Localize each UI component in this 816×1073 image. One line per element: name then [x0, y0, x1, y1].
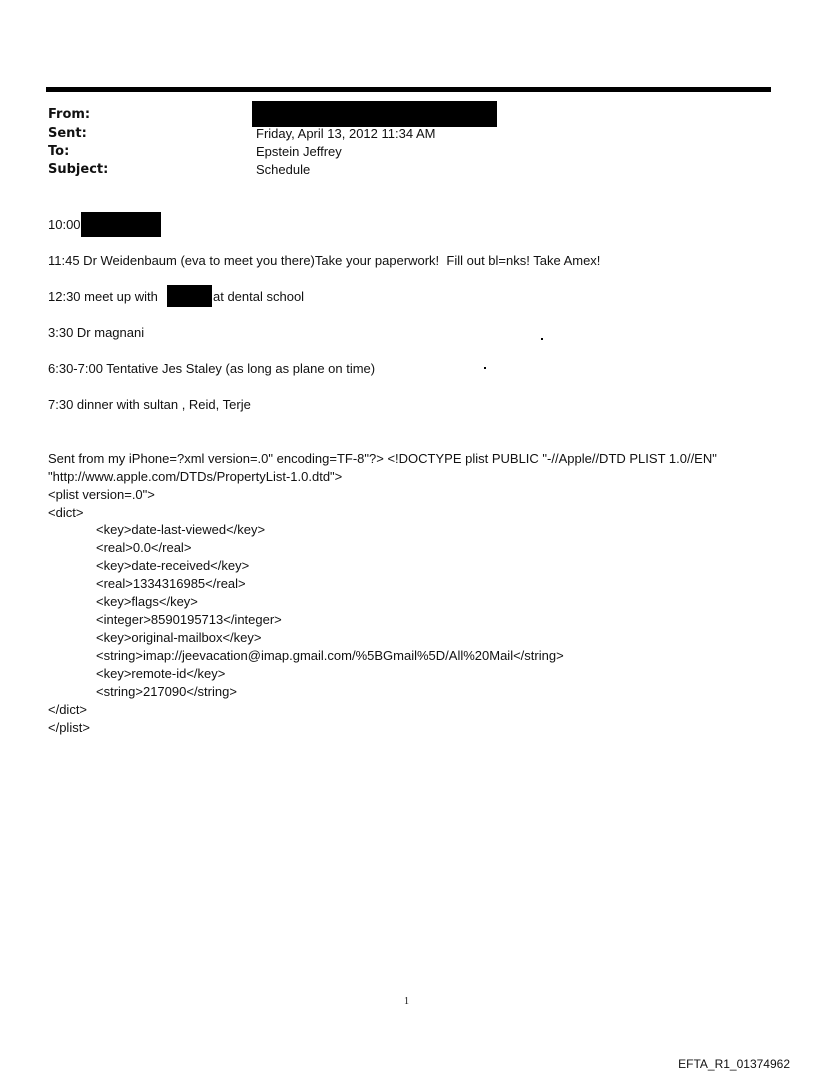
page-number: 1 — [404, 996, 409, 1007]
to-value: Epstein Jeffrey — [256, 144, 342, 159]
plist-line: <dict> — [48, 505, 84, 520]
plist-line: </plist> — [48, 720, 90, 735]
sent-label: Sent: — [48, 126, 87, 141]
plist-line: </dict> — [48, 702, 88, 717]
plist-line: <string>imap://jeevacation@imap.gmail.com/%5BGmail%5D/All%20Mail</string> — [96, 648, 564, 663]
stray-dot — [541, 338, 543, 340]
plist-line: <real>0.0</real> — [96, 540, 192, 555]
redacted-1000 — [81, 212, 161, 237]
to-label: To: — [48, 144, 70, 159]
plist-line: <key>flags</key> — [96, 594, 198, 609]
schedule-line-1230-b: at dental school — [213, 289, 305, 304]
plist-line: <key>original-mailbox</key> — [96, 630, 262, 645]
plist-line: <integer>8590195713</integer> — [96, 612, 282, 627]
schedule-line-630: 6:30-7:00 Tentative Jes Staley (as long as plane on time) — [48, 361, 376, 376]
redacted-1230 — [167, 285, 212, 307]
plist-line: <real>1334316985</real> — [96, 576, 246, 591]
schedule-line-1145: 11:45 Dr Weidenbaum (eva to meet you there)Take your paperwork! Fill out bl=nks! Take Amex! — [48, 253, 601, 268]
plist-line: <key>remote-id</key> — [96, 666, 226, 681]
stray-dot — [484, 367, 486, 369]
subject-value: Schedule — [256, 162, 311, 177]
document-id: EFTA_R1_01374962 — [678, 1057, 790, 1071]
plist-line: <key>date-last-viewed</key> — [96, 522, 266, 537]
schedule-line-1000: 10:00 — [48, 217, 81, 232]
sent-value: Friday, April 13, 2012 11:34 AM — [256, 126, 436, 141]
schedule-line-330: 3:30 Dr magnani — [48, 325, 145, 340]
schedule-line-730: 7:30 dinner with sultan , Reid, Terje — [48, 397, 251, 412]
subject-label: Subject: — [48, 162, 109, 177]
plist-line: <plist version=.0"> — [48, 487, 155, 502]
top-rule — [46, 87, 771, 92]
redacted-from — [252, 101, 497, 127]
plist-line: <string>217090</string> — [96, 684, 237, 699]
from-label: From: — [48, 107, 91, 122]
signature-line: Sent from my iPhone=?xml version=.0" encoding=TF-8"?> <!DOCTYPE plist PUBLIC "-//Apple//DTD PLIST 1.0//EN" — [48, 451, 717, 466]
schedule-line-1230-a: 12:30 meet up with — [48, 289, 158, 304]
plist-line: <key>date-received</key> — [96, 558, 250, 573]
plist-line: "http://www.apple.com/DTDs/PropertyList-1.0.dtd"> — [48, 469, 343, 484]
